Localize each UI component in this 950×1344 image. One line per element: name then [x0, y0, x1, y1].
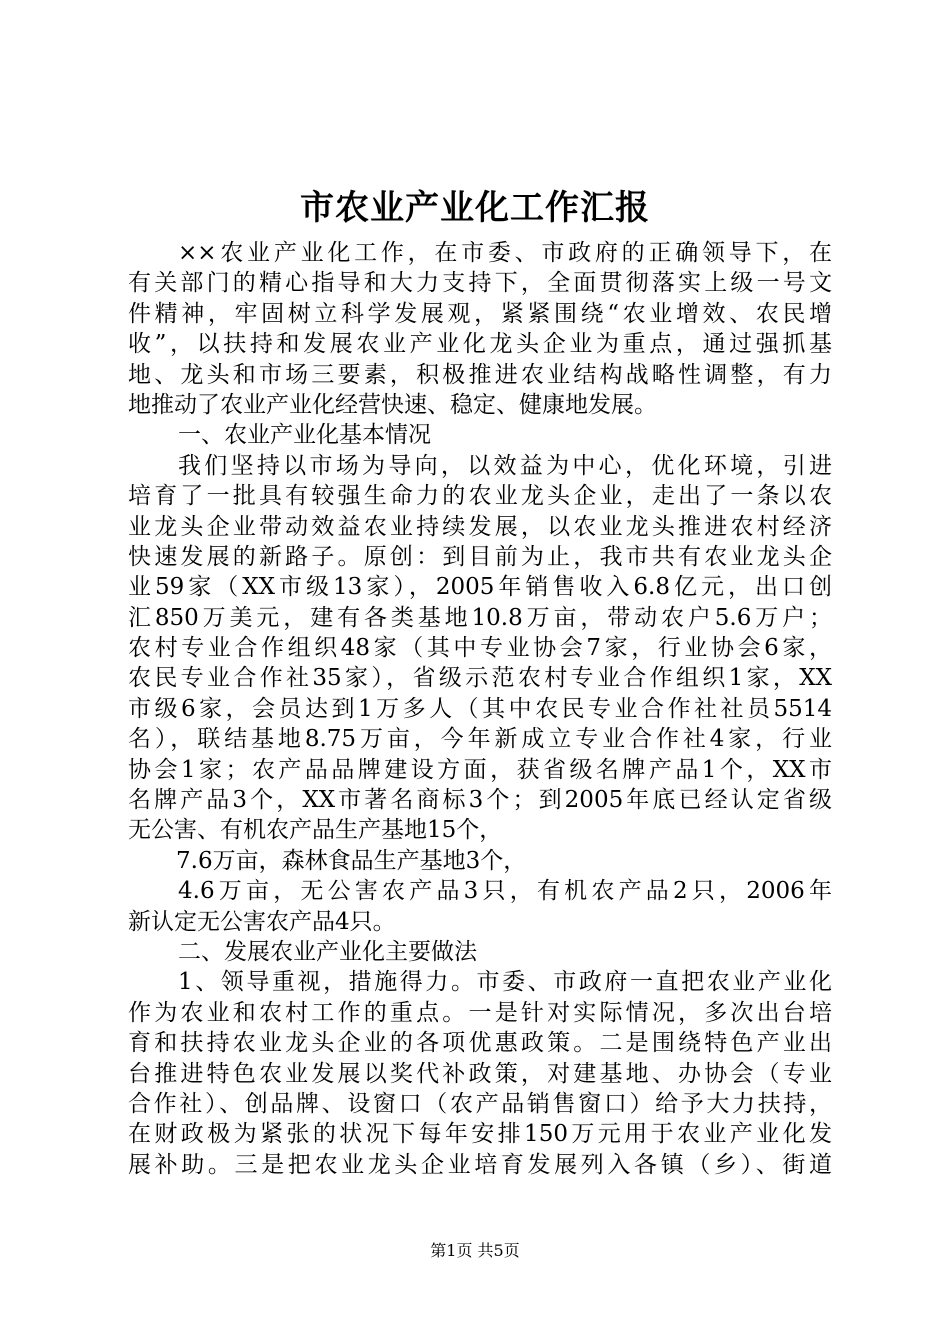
body-line: 名），联结基地8.75万亩，今年新成立专业合作社4家，行业 — [128, 726, 832, 753]
body-line: 地推动了农业产业化经营快速、稳定、健康地发展。 — [128, 391, 657, 418]
body-line: 收”，以扶持和发展农业产业化龙头企业为重点，通过强抓基 — [128, 331, 832, 358]
body-line: 市级6家，会员达到1万多人（其中农民专业合作社社员5514 — [128, 695, 832, 722]
body-line: 在财政极为紧张的状况下每年安排150万元用于农业产业化发 — [128, 1121, 832, 1148]
body-line: 7.6万亩，森林食品生产基地3个， — [176, 847, 527, 874]
body-line: 无公害、有机农产品生产基地15个， — [128, 817, 503, 844]
body-line: 作为农业和农村工作的重点。一是针对实际情况，多次出台培 — [128, 999, 832, 1026]
body-line: 4.6万亩，无公害农产品3只，有机农产品2只，2006年 — [178, 878, 832, 905]
page-title: 市农业产业化工作汇报 — [300, 188, 650, 228]
body-line: 二、发展农业产业化主要做法 — [178, 938, 477, 965]
body-line: 我们坚持以市场为导向，以效益为中心，优化环境，引进 — [178, 452, 832, 479]
body-line: 合作社）、创品牌、设窗口（农产品销售窗口）给予大力扶持， — [128, 1090, 832, 1117]
body-line: 业59家（XX市级13家），2005年销售收入6.8亿元，出口创 — [128, 574, 832, 601]
page-footer: 第1页 共5页 — [430, 1241, 520, 1260]
body-line: 汇850万美元，建有各类基地10.8万亩，带动农户5.6万户； — [128, 604, 832, 631]
body-line: 名牌产品3个，XX市著名商标3个；到2005年底已经认定省级 — [128, 787, 832, 814]
body-line: 培育了一批具有较强生命力的农业龙头企业，走出了一条以农 — [128, 483, 832, 510]
body-line: 育和扶持农业龙头企业的各项优惠政策。二是围绕特色产业出 — [128, 1030, 832, 1057]
body-line: 有关部门的精心指导和大力支持下，全面贯彻落实上级一号文 — [128, 270, 832, 297]
body-line: 新认定无公害农产品4只。 — [128, 908, 396, 935]
body-line: 展补助。三是把农业龙头企业培育发展列入各镇（乡）、街道 — [128, 1151, 832, 1178]
body-line: 业龙头企业带动效益农业持续发展，以农业龙头推进农村经济 — [128, 513, 832, 540]
body-line: 一、农业产业化基本情况 — [178, 422, 431, 449]
body-text — [128, 238, 832, 1180]
body-line: 农民专业合作社35家），省级示范农村专业合作组织1家，XX — [128, 665, 832, 692]
body-line: 协会1家；农产品品牌建设方面，获省级名牌产品1个，XX市 — [128, 756, 832, 783]
body-line: 台推进特色农业发展以奖代补政策，对建基地、办协会（专业 — [128, 1060, 832, 1087]
body-line: 件精神，牢固树立科学发展观，紧紧围绕“农业增效、农民增 — [128, 300, 832, 327]
body-line: ××农业产业化工作，在市委、市政府的正确领导下，在 — [178, 240, 832, 266]
body-line: 快速发展的新路子。原创：到目前为止，我市共有农业龙头企 — [128, 543, 832, 570]
body-line: 农村专业合作组织48家（其中专业协会7家，行业协会6家， — [128, 635, 832, 662]
body-line: 地、龙头和市场三要素，积极推进农业结构战略性调整，有力 — [128, 361, 832, 388]
body-line: 1、领导重视，措施得力。市委、市政府一直把农业产业化 — [178, 969, 832, 996]
